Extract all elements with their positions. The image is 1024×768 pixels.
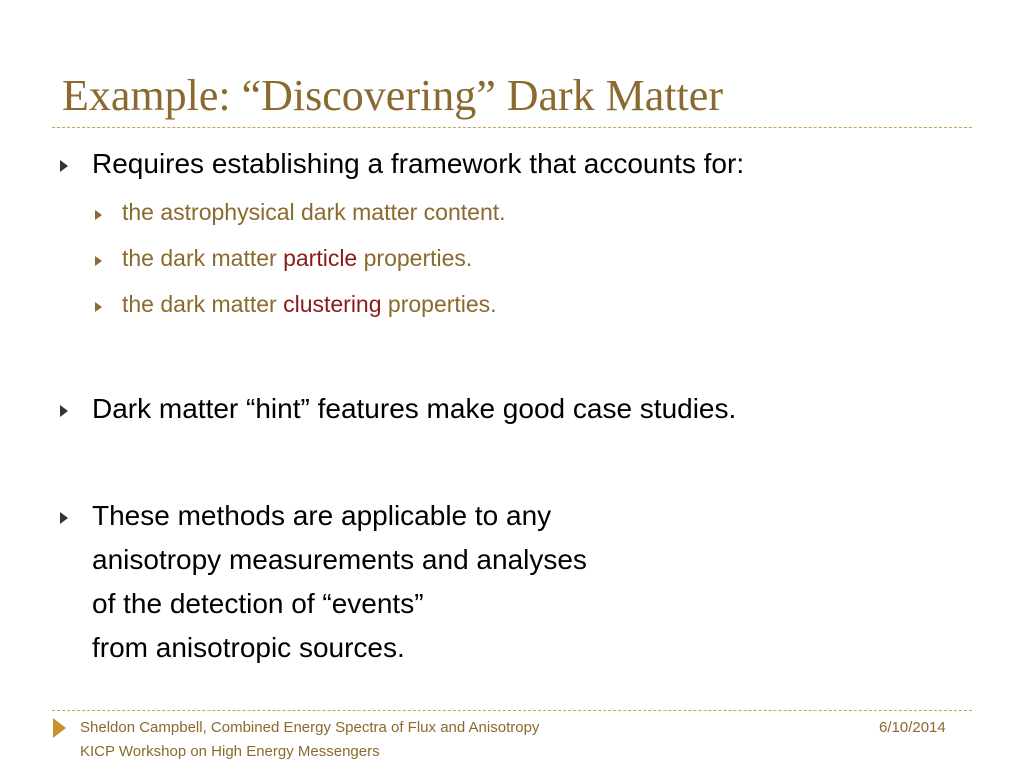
bullet-3-line-2: anisotropy measurements and analyses [92,544,587,575]
bullet-1-text: Requires establishing a framework that accounts for: [92,148,745,179]
slide-title: Example: “Discovering” Dark Matter [62,71,723,120]
footer-triangle-icon [53,718,66,738]
bullet-icon [60,405,68,417]
sub-bullet-icon [95,302,102,312]
footer-line-2: KICP Workshop on High Energy Messengers [80,743,380,760]
bullet-3-text [92,494,587,670]
footer-line-1: Sheldon Campbell, Combined Energy Spectra of Flux and Anisotropy [80,719,540,736]
sub-bullet-1-text: the astrophysical dark matter content. [122,199,506,225]
sub-bullet-icon [95,210,102,220]
bullet-3-line-4: from anisotropic sources. [92,632,405,663]
highlight-particle: particle [283,245,358,271]
sub-bullet-3-pre: the dark matter [122,291,284,317]
bullet-3-line-1: These methods are applicable to any [92,500,552,531]
bullet-3-line-3: of the detection of “events” [92,588,424,619]
footer-divider [52,710,972,711]
highlight-clustering: clustering [283,291,382,317]
sub-bullet-3-post: properties. [381,291,497,317]
sub-bullet-2-post: properties. [357,245,473,271]
sub-bullet-3 [122,291,497,318]
sub-bullet-2 [122,245,472,272]
footer-date: 6/10/2014 [879,719,946,736]
bullet-icon [60,512,68,524]
sub-bullet-1 [122,199,506,226]
bullet-icon [60,160,68,172]
bullet-2-text: Dark matter “hint” features make good case studies. [92,393,737,424]
sub-bullet-icon [95,256,102,266]
title-divider [52,127,972,128]
sub-bullet-2-pre: the dark matter [122,245,284,271]
